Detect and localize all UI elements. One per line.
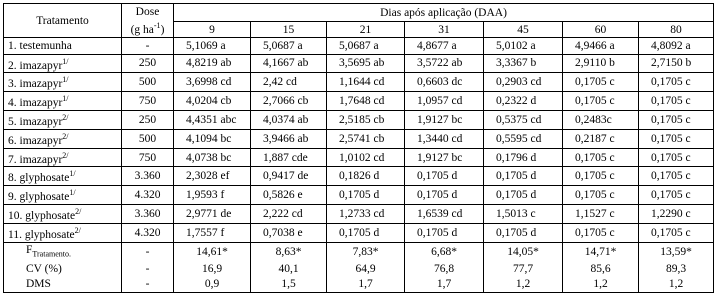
value-cell-day-45: 0,1705 d (484, 223, 563, 242)
value-cell-day-31: 4,8677 a (405, 38, 484, 55)
header-day-21: 21 (327, 22, 405, 38)
stats-value-day-45: 77,7 (484, 261, 563, 277)
value-cell-day-31: 1,6539 cd (405, 205, 484, 224)
value-cell-day-9: 4,1094 bc (174, 129, 251, 148)
stats-value-day-9: 14,61* (174, 242, 251, 261)
stats-value-day-21: 1,7 (327, 277, 405, 293)
table-row (4, 38, 714, 55)
value-cell-day-80: 2,7150 b (639, 54, 714, 73)
value-cell-day-31: 0,1705 d (405, 223, 484, 242)
header-day-45: 45 (484, 22, 563, 38)
table-row (4, 167, 714, 186)
value-cell-day-60: 0,2187 c (563, 129, 639, 148)
results-table-container (3, 3, 713, 293)
stats-label: F (26, 243, 33, 256)
stats-value-day-45: 1,2 (484, 277, 563, 293)
dose-cell: 4.320 (122, 223, 174, 242)
stats-value-day-9: 16,9 (174, 261, 251, 277)
value-cell-day-15: 2,42 cd (251, 73, 327, 92)
value-cell-day-60: 0,1705 c (563, 73, 639, 92)
stats-value-day-31: 6,68* (405, 242, 484, 261)
value-cell-day-15: 2,7066 cb (251, 92, 327, 111)
value-cell-day-9: 4,0738 bc (174, 148, 251, 167)
value-cell-day-15: 1,887 cde (251, 148, 327, 167)
value-cell-day-15: 4,0374 ab (251, 110, 327, 129)
value-cell-day-80: 0,1705 c (639, 167, 714, 186)
value-cell-day-80: 0,1705 c (639, 92, 714, 111)
treatment-cell (4, 38, 122, 55)
value-cell-day-31: 0,1705 d (405, 167, 484, 186)
value-cell-day-45: 0,2322 d (484, 92, 563, 111)
value-cell-day-9: 2,9771 de (174, 205, 251, 224)
stats-row (4, 242, 714, 261)
value-cell-day-21: 5,0687 a (327, 38, 405, 55)
value-cell-day-45: 0,2903 cd (484, 73, 563, 92)
value-cell-day-21: 2,5741 cb (327, 129, 405, 148)
value-cell-day-45: 0,1796 d (484, 148, 563, 167)
header-dose (122, 4, 174, 38)
value-cell-day-31: 1,9127 bc (405, 148, 484, 167)
results-table (3, 3, 714, 293)
value-cell-day-15: 2,222 cd (251, 205, 327, 224)
value-cell-day-9: 4,8219 ab (174, 54, 251, 73)
value-cell-day-15: 0,5826 e (251, 186, 327, 205)
value-cell-day-80: 0,1705 c (639, 148, 714, 167)
value-cell-day-9: 2,3028 ef (174, 167, 251, 186)
value-cell-day-45: 1,5013 c (484, 205, 563, 224)
value-cell-day-45: 3,3367 b (484, 54, 563, 73)
value-cell-day-60: 0,1705 c (563, 167, 639, 186)
table-row (4, 186, 714, 205)
treatment-footnote: 1/ (69, 188, 76, 198)
stats-value-day-31: 76,8 (405, 261, 484, 277)
stats-value-day-80: 89,3 (639, 261, 714, 277)
treatment-cell (4, 148, 122, 167)
value-cell-day-45: 0,5375 cd (484, 110, 563, 129)
value-cell-day-80: 0,1705 c (639, 110, 714, 129)
stats-value-day-21: 7,83* (327, 242, 405, 261)
dose-cell: - (122, 38, 174, 55)
value-cell-day-9: 5,1069 a (174, 38, 251, 55)
value-cell-day-45: 0,5595 cd (484, 129, 563, 148)
value-cell-day-9: 1,9593 f (174, 186, 251, 205)
value-cell-day-80: 0,1705 c (639, 129, 714, 148)
stats-value-day-80: 13,59* (639, 242, 714, 261)
value-cell-day-80: 0,1705 c (639, 186, 714, 205)
stats-value-day-15: 40,1 (251, 261, 327, 277)
value-cell-day-15: 3,9466 ab (251, 129, 327, 148)
stats-label-cell (4, 242, 122, 261)
dose-cell: 750 (122, 148, 174, 167)
table-row (4, 205, 714, 224)
treatment-name: 6. imazapyr (8, 134, 63, 147)
value-cell-day-80: 0,1705 c (639, 223, 714, 242)
stats-label: CV (%) (26, 262, 62, 275)
value-cell-day-15: 0,9417 de (251, 167, 327, 186)
treatment-cell (4, 186, 122, 205)
value-cell-day-21: 2,5185 cb (327, 110, 405, 129)
stats-value-day-45: 14,05* (484, 242, 563, 261)
treatment-footnote: 1/ (69, 169, 76, 179)
stats-value-day-60: 1,2 (563, 277, 639, 293)
value-cell-day-60: 0,2483c (563, 110, 639, 129)
value-cell-day-60: 0,1705 c (563, 186, 639, 205)
stats-row (4, 261, 714, 277)
treatment-cell (4, 92, 122, 111)
treatment-name: 3. imazapyr (8, 78, 63, 91)
stats-dose-cell: - (122, 242, 174, 261)
treatment-name: 2. imazapyr (8, 59, 63, 72)
dose-cell: 250 (122, 54, 174, 73)
value-cell-day-31: 0,6603 dc (405, 73, 484, 92)
treatment-name: 9. glyphosate (8, 191, 70, 204)
stats-value-day-15: 8,63* (251, 242, 327, 261)
value-cell-day-31: 3,5722 ab (405, 54, 484, 73)
value-cell-day-21: 0,1705 d (327, 223, 405, 242)
treatment-cell (4, 167, 122, 186)
treatment-footnote: 2/ (75, 207, 82, 217)
header-day-80: 80 (639, 22, 714, 38)
value-cell-day-9: 1,7557 f (174, 223, 251, 242)
stats-dose-cell: - (122, 261, 174, 277)
value-cell-day-21: 1,7648 cd (327, 92, 405, 111)
stats-value-day-60: 85,6 (563, 261, 639, 277)
dose-cell: 3.360 (122, 205, 174, 224)
treatment-footnote: 2/ (62, 131, 69, 141)
table-row (4, 92, 714, 111)
table-row (4, 148, 714, 167)
treatment-cell (4, 54, 122, 73)
treatment-footnote: 2/ (62, 150, 69, 160)
value-cell-day-15: 4,1667 ab (251, 54, 327, 73)
value-cell-day-60: 2,9110 b (563, 54, 639, 73)
treatment-name: 7. imazapyr (8, 153, 63, 166)
treatment-name: 4. imazapyr (8, 96, 63, 109)
header-treatment: Tratamento (4, 4, 122, 38)
treatment-name: 5. imazapyr (8, 115, 63, 128)
value-cell-day-45: 0,1705 d (484, 167, 563, 186)
treatment-footnote: 1/ (62, 56, 69, 66)
treatment-name: 10. glyphosate (8, 209, 76, 222)
value-cell-day-45: 5,0102 a (484, 38, 563, 55)
treatment-cell (4, 73, 122, 92)
header-day-60: 60 (563, 22, 639, 38)
stats-label-cell (4, 261, 122, 277)
value-cell-day-15: 5,0687 a (251, 38, 327, 55)
value-cell-day-9: 3,6998 cd (174, 73, 251, 92)
treatment-cell (4, 205, 122, 224)
stats-body (4, 242, 714, 292)
treatment-name: 8. glyphosate (8, 172, 70, 185)
table-row (4, 129, 714, 148)
dose-cell: 250 (122, 110, 174, 129)
stats-dose-cell: - (122, 277, 174, 293)
treatment-footnote: 1/ (62, 75, 69, 85)
treatment-cell (4, 223, 122, 242)
table-row (4, 110, 714, 129)
treatment-footnote: 2/ (74, 225, 81, 235)
dose-cell: 4.320 (122, 186, 174, 205)
header-dose-line1: Dose (135, 5, 160, 18)
dose-cell: 500 (122, 129, 174, 148)
stats-value-day-60: 14,71* (563, 242, 639, 261)
value-cell-day-45: 0,1705 d (484, 186, 563, 205)
stats-label: DMS (26, 278, 51, 291)
header-dose-line2: (g $ha^{-1}$) (130, 20, 165, 36)
value-cell-day-21: 1,2733 cd (327, 205, 405, 224)
header-day-31: 31 (405, 22, 484, 38)
value-cell-day-9: 4,4351 abc (174, 110, 251, 129)
header-days-title: Dias após aplicação (DAA) (174, 4, 714, 22)
value-cell-day-60: 4,9466 a (563, 38, 639, 55)
table-row (4, 223, 714, 242)
stats-value-day-9: 0,9 (174, 277, 251, 293)
dose-cell: 750 (122, 92, 174, 111)
treatment-footnote: 2/ (62, 112, 69, 122)
value-cell-day-60: 0,1705 c (563, 148, 639, 167)
stats-row (4, 277, 714, 293)
treatment-name: 11. glyphosate (8, 228, 75, 241)
table-header (4, 4, 714, 38)
dose-cell: 3.360 (122, 167, 174, 186)
value-cell-day-21: 3,5695 ab (327, 54, 405, 73)
stats-value-day-80: 1,2 (639, 277, 714, 293)
treatment-footnote: 1/ (62, 94, 69, 104)
table-row (4, 73, 714, 92)
value-cell-day-60: 0,1705 c (563, 92, 639, 111)
value-cell-day-21: 0,1705 d (327, 186, 405, 205)
table-body (4, 38, 714, 243)
stats-label-subscript: Tratamento. (32, 249, 71, 259)
treatment-name: 1. testemunha (8, 39, 72, 52)
value-cell-day-80: 0,1705 c (639, 73, 714, 92)
value-cell-day-15: 0,7038 e (251, 223, 327, 242)
value-cell-day-21: 1,1644 cd (327, 73, 405, 92)
value-cell-day-21: 1,0102 cd (327, 148, 405, 167)
stats-value-day-31: 1,7 (405, 277, 484, 293)
treatment-cell (4, 110, 122, 129)
treatment-cell (4, 129, 122, 148)
stats-value-day-15: 1,5 (251, 277, 327, 293)
value-cell-day-31: 1,9127 bc (405, 110, 484, 129)
table-row (4, 54, 714, 73)
value-cell-day-80: 1,2290 c (639, 205, 714, 224)
value-cell-day-80: 4,8092 a (639, 38, 714, 55)
value-cell-day-21: 0,1826 d (327, 167, 405, 186)
value-cell-day-31: 1,3440 cd (405, 129, 484, 148)
header-day-9: 9 (174, 22, 251, 38)
value-cell-day-60: 1,1527 c (563, 205, 639, 224)
value-cell-day-31: 0,1705 d (405, 186, 484, 205)
header-day-15: 15 (251, 22, 327, 38)
dose-cell: 500 (122, 73, 174, 92)
value-cell-day-31: 1,0957 cd (405, 92, 484, 111)
stats-value-day-21: 64,9 (327, 261, 405, 277)
value-cell-day-9: 4,0204 cb (174, 92, 251, 111)
value-cell-day-60: 0,1705 c (563, 223, 639, 242)
stats-label-cell (4, 277, 122, 293)
